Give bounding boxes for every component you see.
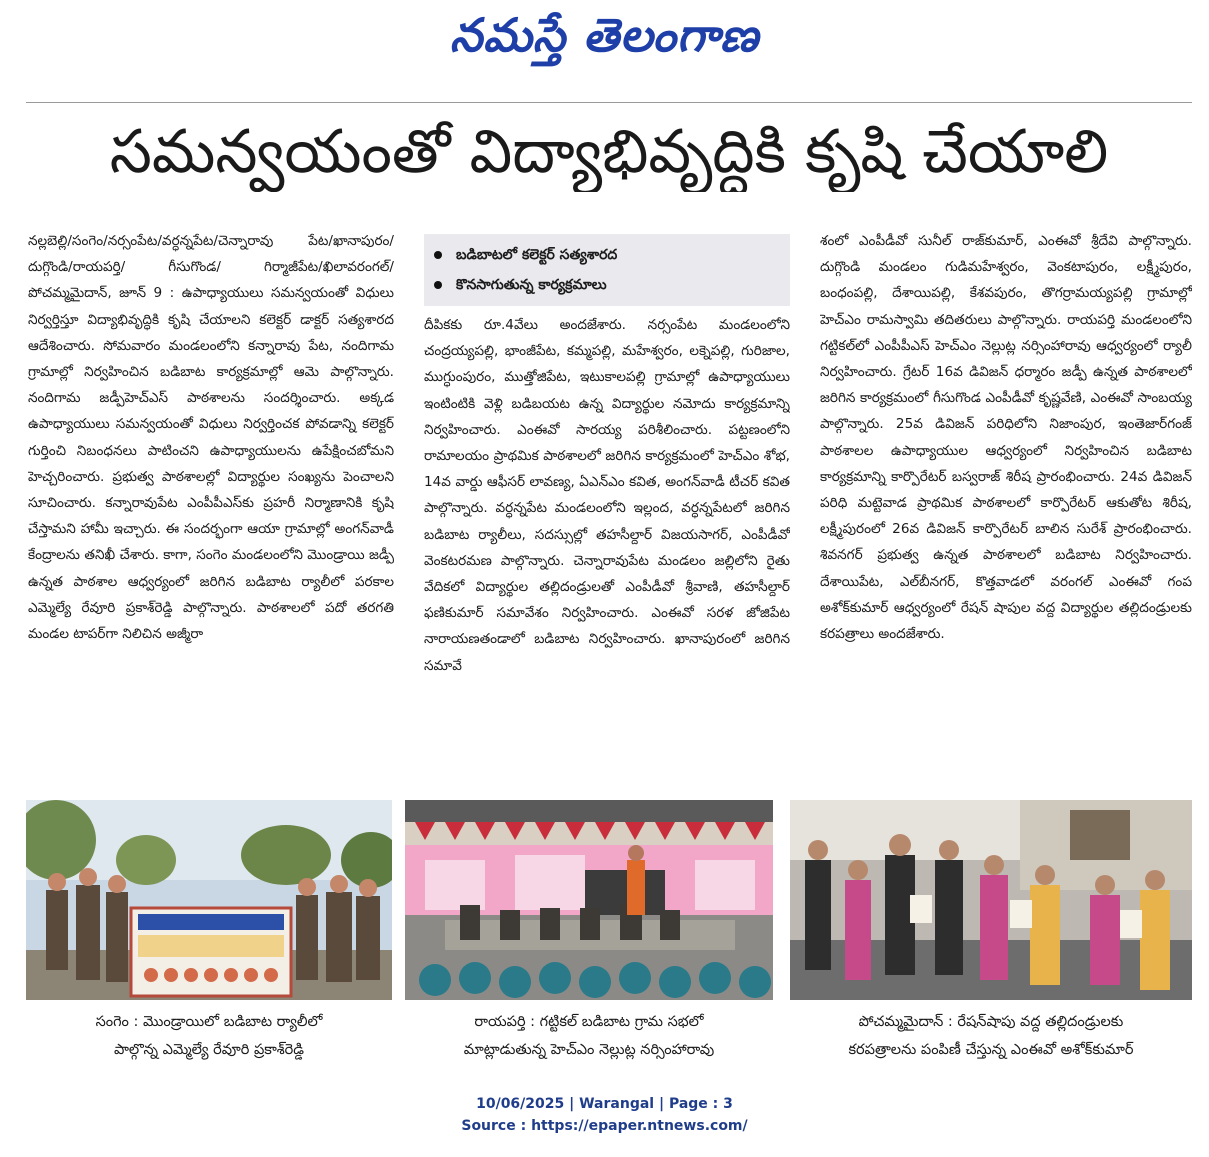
bullet-icon [434, 251, 442, 259]
caption-line: మాట్లాడుతున్న హెచ్ఎం నెల్లుట్ల నర్సింహారావు [463, 1042, 715, 1058]
photo-caption-1 [26, 1008, 392, 1064]
footer-edition-info: 10/06/2025 | Warangal | Page : 3 [476, 1096, 733, 1112]
article-column-3: శంలో ఎంపీడీవో సునీల్ రాజ్‌కుమార్, ఎంఈవో శ్రీదేవి పాల్గొన్నారు. దుగ్గొండి మండలం గుడిమహేశ్వరం, వెంకటాపురం, లక్ష్మీపురం, బంధంపల్లి, దేశాయిపల్లి, కేశవపురం, తొగర్రామయ్యపల్లి గ్రామాల్లో హెచ్ఎం రామస్వామి తదితరులు పాల్గొన్నారు. రాయపర్తి మండలంలోని గట్టికల్‌లో ఎంపీపీఎస్ హెచ్ఎం నెల్లుట్ల నర్సింహారావు ఆధ్వర్యంలో ర్యాలీ నిర్వహించారు. గ్రేటర్ 16వ డివిజన్ ధర్మారం జడ్పీ ఉన్నత పాఠశాలలో జరిగిన కార్యక్రమంలో గీసుగొండ ఎంపీడీవో కృష్ణవేణి, ఎంఈవో సాంబయ్య పాల్గొన్నారు. 25వ డివిజన్ పరిధిలోని నిజాంపుర, ఇంతెజార్‌గంజ్ పాఠశాలల ఉపాధ్యాయుల ఆధ్వర్యంలో నిర్వహించిన బడిబాట కార్యక్రమాన్ని కార్పొరేటర్ బస్వరాజ్ శిరీష ప్రారంభించారు. 24వ డివిజన్ పరిధి మట్టెవాడ ప్రాథమిక పాఠశాలలో కార్పొరేటర్ ఆకుతోట శిరీష, లక్ష్మీపురంలో 26వ డివిజన్ కార్పొరేటర్ బాలిన సురేశ్ ప్రారంభించారు. శివనగర్ ప్రభుత్వ ఉన్నత పాఠశాలలో బడిబాట నిర్వహించారు. దేశాయిపేట, ఎల్‌బీనగర్, కొత్తవాడలో వరంగల్ ఎంఈవో గంప అశోక్‌కుమార్ ఆధ్వర్యంలో రేషన్ షాపుల వద్ద విద్యార్థుల తల్లిదండ్రులకు కరపత్రాలు అందజేశారు. [820, 233, 1192, 643]
photo-rally [26, 800, 392, 1000]
caption-line: కరపత్రాలను పంపిణీ చేస్తున్న ఎంఈవో అశోక్‌కుమార్ [848, 1042, 1134, 1058]
article-column-2: దీపికకు రూ.4వేలు అందజేశారు. నర్సంపేట మండలంలోని చంద్రయ్యపల్లి, భాంజీపేట, కమ్మపల్లి, మహేశ్వరం, లక్నెపల్లి, గురిజాల, ముగ్ధుంపురం, ముత్తోజిపేట, ఇటుకాలపల్లి గ్రామాల్లో ఉపాధ్యాయులు ఇంటింటికి వెళ్లి బడిబయట ఉన్న విద్యార్థుల నమోదు కార్యక్రమాన్ని నిర్వహించారు. ఎంఈవో సారయ్య పరిశీలించారు. పట్టణంలోని రామాలయం ప్రాథమిక పాఠశాలలో జరిగిన కార్యక్రమంలో హెచ్ఎం శోభ, 14వ వార్డు ఆఫీసర్ లావణ్య, ఏఎన్ఎం కవిత, అంగన్‌వాడీ టీచర్ కవిత పాల్గొన్నారు. వర్ధన్నపేట మండలంలోని ఇల్లంద, వర్ధన్నపేటలో జరిగిన బడిబాట ర్యాలీలు, సదస్సుల్లో తహసీల్దార్ విజయసాగర్, ఎంపీడీవో వెంకటరమణ పాల్గొన్నారు. చెన్నారావుపేట మండలం జల్లిలోని రైతు వేదికలో విద్యార్థుల తల్లిదండ్రులతో ఎంపీడీవో శ్రీవాణి, తహసీల్దార్ ఫణికుమార్ సమావేశం నిర్వహించారు. ఎంఈవో సరళ జోజిపేట నారాయణతండాలో బడిబాట నిర్వహించారు. ఖానాపురంలో జరిగిన సమావే [424, 317, 790, 674]
bullet-icon [434, 281, 442, 289]
footer-source-link[interactable]: Source : https://epaper.ntnews.com/ [461, 1118, 748, 1134]
caption-line: సంగెం : మొండ్రాయిలో బడిబాట ర్యాలీలో [95, 1014, 323, 1030]
photo-caption-2 [405, 1008, 773, 1064]
highlight-text: బడిబాటలో కలెక్టర్ సత్యశారద [456, 247, 618, 263]
highlight-text: కొనసాగుతున్న కార్యక్రమాలు [456, 277, 607, 293]
article-column-1: నల్లబెల్లి/సంగెం/నర్సంపేట/వర్ధన్నపేట/చెన్నారావు పేట/ఖానాపురం/దుగ్గొండి/రాయపర్తి/ గీసుగొండ/ గిర్మాజీపేట/ఖిలావరంగల్/పోచమ్మమైదాన్, జూన్ 9 : ఉపాధ్యాయులు సమన్వయంతో విధులు నిర్వర్తిస్తూ విద్యాభివృద్ధికి కృషి చేయాలని కలెక్టర్ డాక్టర్ సత్యశారద ఆదేశించారు. సోమవారం మండలంలోని కన్నారావు పేట, నందిగామ గ్రామాల్లో నిర్వహించిన బడిబాట కార్యక్రమాల్లో ఆమె పాల్గొన్నారు. నందిగామ జడ్పీహెచ్ఎస్ పాఠశాలను సందర్శించారు. అక్కడ ఉపాధ్యాయులు సమన్వయంతో విధులు నిర్వర్తించక పోవడాన్ని కలెక్టర్ గుర్తించి నిబంధనలు పాటించని ఉపాధ్యాయులను ఉపేక్షించబోమని హెచ్చరించారు. ప్రభుత్వ పాఠశాలల్లో విద్యార్థుల సంఖ్యను పెంచాలని సూచించారు. కన్నారావుపేట ఎంపీపీఎస్‌కు ప్రహరీ నిర్మాణానికి కృషి చేస్తామని హామీ ఇచ్చారు. ఈ సందర్భంగా ఆయా గ్రామాల్లో అంగన్‌వాడీ కేంద్రాలను తనిఖీ చేశారు. కాగా, సంగెం మండలంలోని మొండ్రాయి జడ్పీ ఉన్నత పాఠశాల ఆధ్వర్యంలో జరిగిన బడిబాట ర్యాలీలో పరకాల ఎమ్మెల్యే రేవూరి ప్రకాశ్‌రెడ్డి పాల్గొన్నారు. పాఠశాలలో పదో తరగతి మండల టాపర్‌గా నిలిచిన అజ్మీరా [28, 233, 394, 643]
masthead-divider [26, 102, 1192, 103]
photo-caption-3 [790, 1008, 1192, 1064]
highlight-item [434, 240, 780, 270]
photo-pamphlet-distribution [790, 800, 1192, 1000]
highlights-box [424, 234, 790, 306]
highlight-item [434, 270, 780, 300]
caption-line: పాల్గొన్న ఎమ్మెల్యే రేవూరి ప్రకాశ్‌రెడ్డి [113, 1042, 305, 1058]
photo-meeting [405, 800, 773, 1000]
caption-line: రాయపర్తి : గట్టికల్ బడిబాట గ్రామ సభలో [474, 1014, 704, 1030]
caption-line: పోచమ్మమైదాన్ : రేషన్‌షాపు వద్ద తల్లిదండ్రులకు [858, 1014, 1124, 1030]
article-headline: సమన్వయంతో విద్యాభివృద్ధికి కృషి చేయాలి [109, 117, 1109, 187]
masthead-logo: నమస్తే తెలంగాణ [449, 8, 760, 62]
